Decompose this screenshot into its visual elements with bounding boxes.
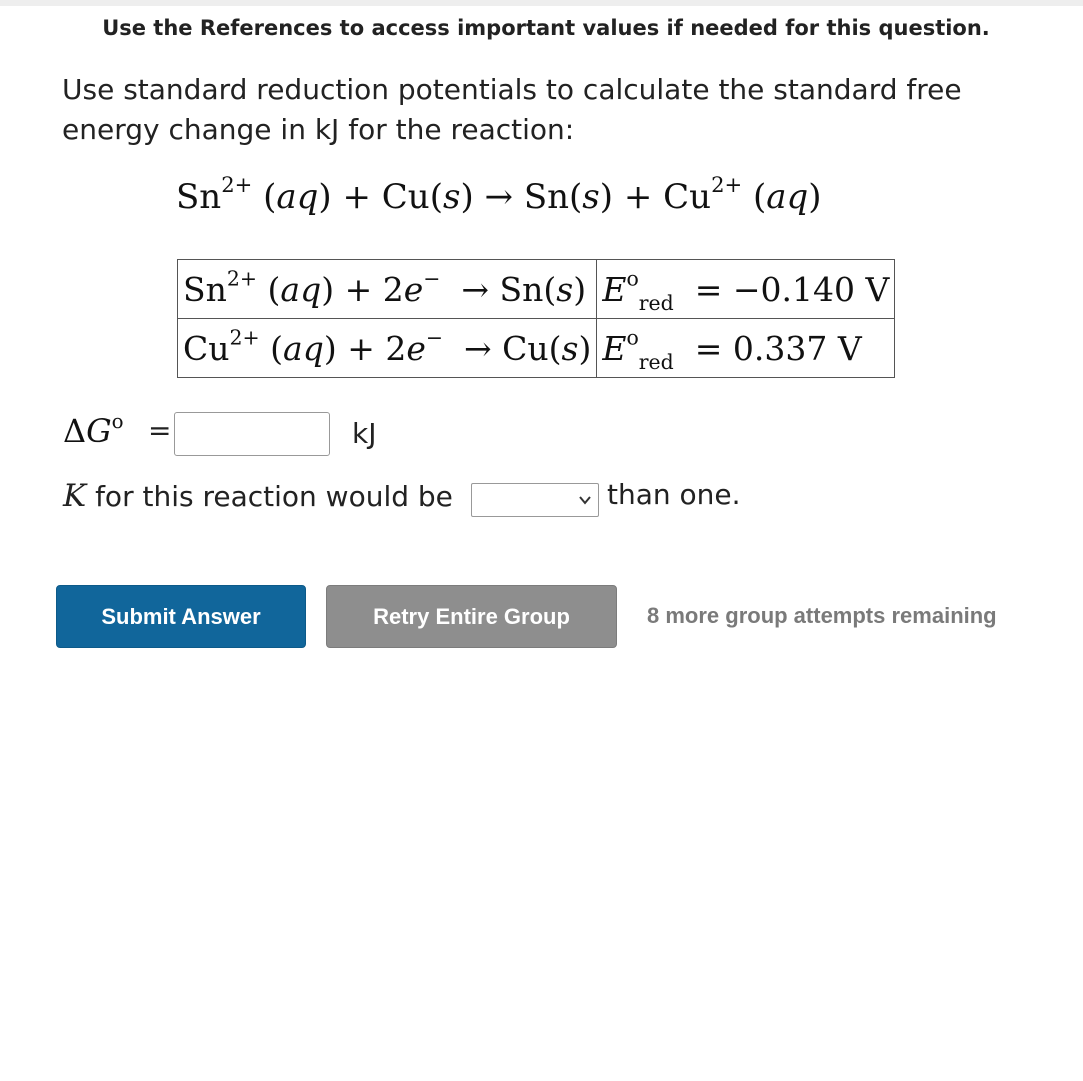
delta-g-label: $\Delta G^o$ [63, 410, 124, 450]
reactant2-state: s [442, 177, 461, 217]
k-question-text: for this reaction would be [95, 480, 453, 513]
k-question [63, 478, 453, 514]
product1-state: s [582, 177, 600, 217]
reactant2-symbol: Cu [381, 177, 430, 217]
half-reactions-table [177, 259, 895, 378]
chevron-down-icon [578, 489, 592, 516]
reactant1-state: aq [276, 177, 319, 217]
reactant1-symbol: Sn [176, 177, 222, 217]
unit-label: kJ [352, 417, 377, 450]
half-reaction-equation: $Cu^{2+}$ (aq) + 2e− → Cu(s) [178, 319, 597, 378]
product2-state: aq [766, 177, 809, 217]
k-symbol: K [63, 478, 87, 514]
plus-sign: + [623, 177, 653, 217]
potential-value: = 0.337 V [674, 319, 895, 378]
top-border [0, 0, 1083, 6]
product2-charge: 2+ [711, 172, 743, 198]
product1-symbol: Sn [523, 177, 570, 217]
submit-answer-button[interactable]: Submit Answer [56, 585, 306, 648]
half-reaction-row [178, 319, 895, 378]
retry-entire-group-button[interactable]: Retry Entire Group [326, 585, 617, 648]
question-text: Use standard reduction potentials to calculate the standard free energy change in kJ for the reaction: [62, 73, 962, 146]
overall-reaction: $Sn^{2+}$ $(aq) + Cu(s) \to Sn(s) + Cu^{2+}$ (aq) [176, 172, 822, 217]
reactant1-charge: 2+ [221, 172, 253, 198]
half-reaction-row [178, 260, 895, 319]
plus-sign: + [342, 177, 371, 217]
equals-sign: = [148, 414, 172, 447]
potential-symbol: $E^o_{red}$ [597, 319, 674, 378]
k-question-suffix: than one. [607, 478, 741, 511]
attempts-remaining: 8 more group attempts remaining [647, 603, 997, 628]
product2-symbol: Cu [663, 177, 712, 217]
k-comparison-select[interactable] [471, 483, 599, 517]
half-reaction-equation: $Sn^{2+}$ (aq) + 2e− → Sn(s) [178, 260, 597, 319]
delta-g-input[interactable] [174, 412, 330, 456]
potential-value: = −0.140 V [674, 260, 895, 319]
reaction-arrow: → [484, 177, 514, 217]
references-notice: Use the References to access important values if needed for this question. [102, 16, 990, 40]
potential-symbol: $E^o_{red}$ [597, 260, 674, 319]
